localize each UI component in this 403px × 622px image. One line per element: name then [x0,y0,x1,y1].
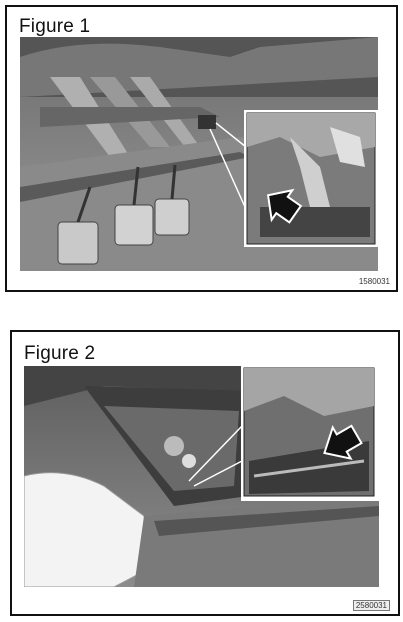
figure-1-frame [5,5,398,292]
figure-1-title: Figure 1 [19,16,91,37]
figure-1-photo [20,37,378,271]
figure-1-illustration [20,37,378,271]
figure-2-illustration [24,366,379,587]
figure-2-photo [24,366,379,587]
figure-2-title: Figure 2 [24,343,96,364]
figure-2-reference-code: 2580031 [353,600,390,611]
figure-2-frame [10,330,400,616]
figure-1-reference-code: 1580031 [358,277,390,286]
